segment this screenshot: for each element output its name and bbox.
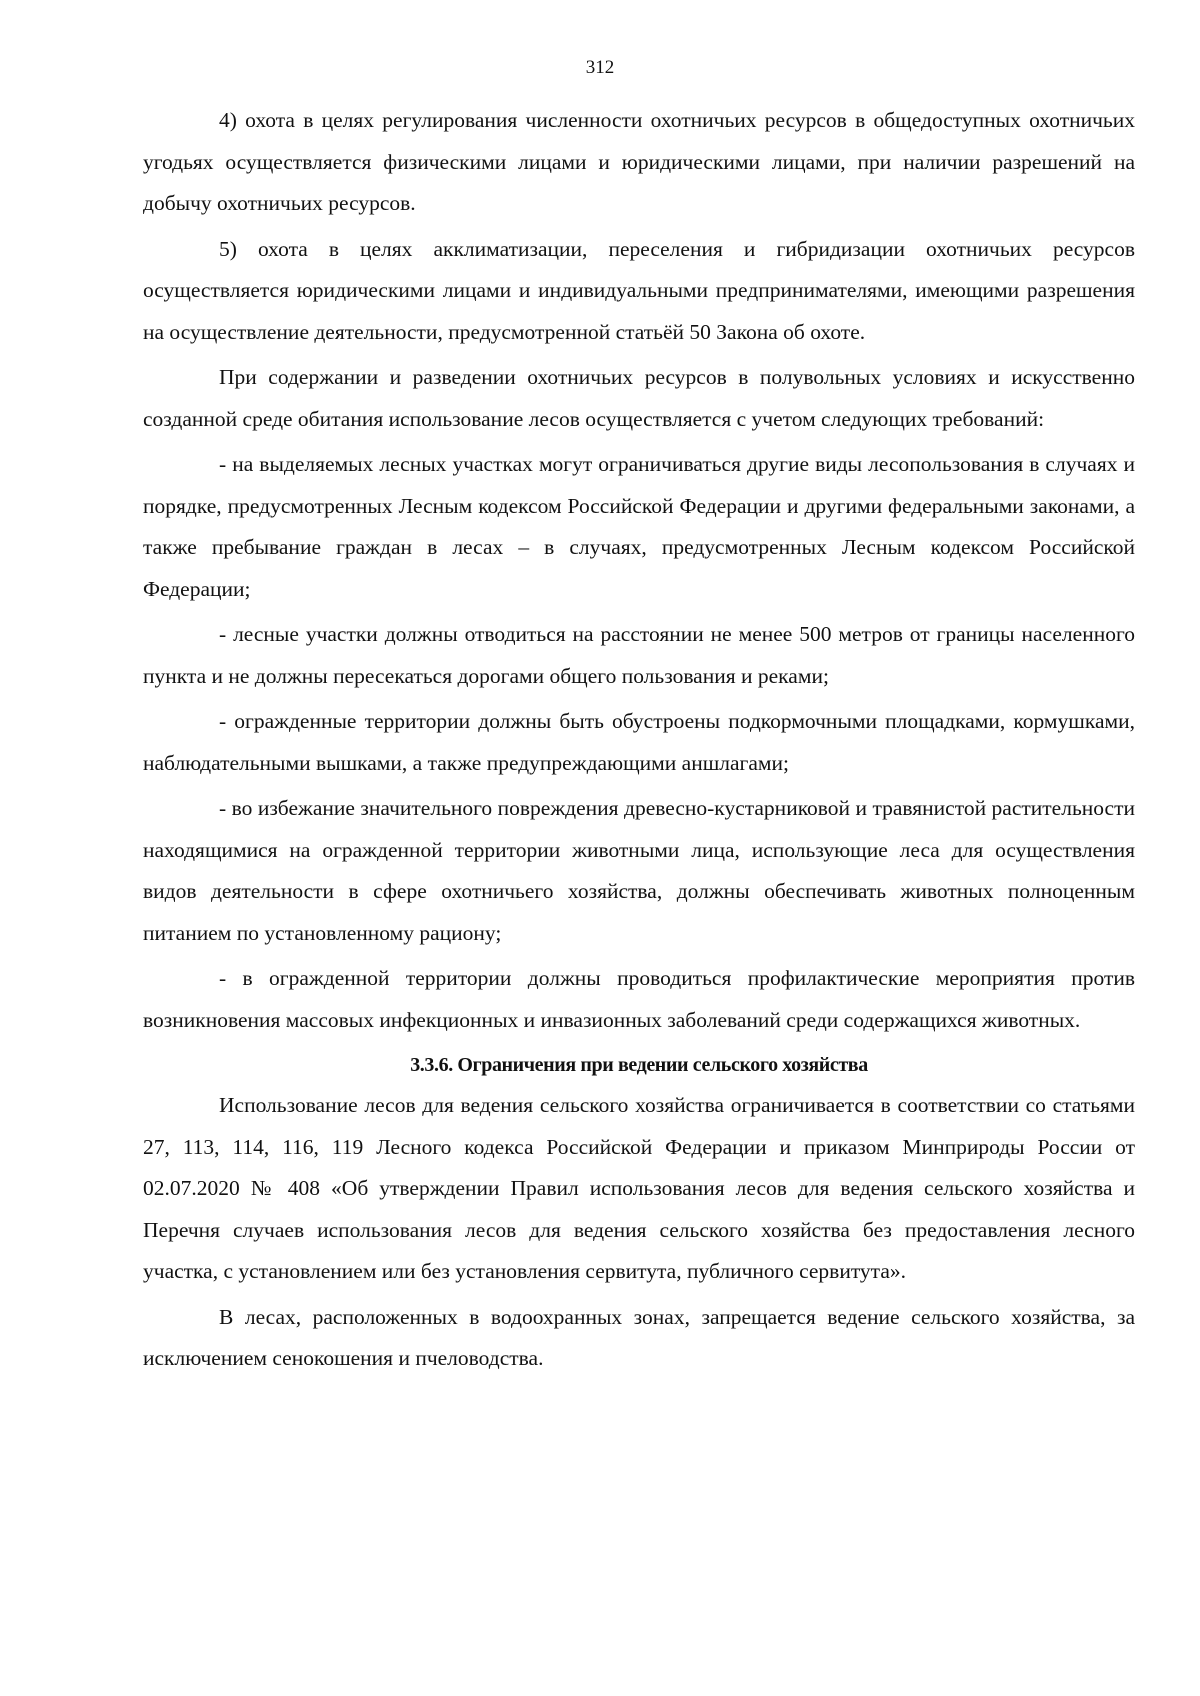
requirement-list-item: - огражденные территории должны быть обустроены подкормочными площадками, кормушками, наблюдательными вышками, а также предупреждающими аншлагами;	[143, 709, 1135, 775]
requirement-list-item: - во избежание значительного повреждения древесно-кустарниковой и травянистой растительности находящимися на огражденной территории животными лица, использующие леса для осуществления видов деятельности в сфере охотничьего хозяйства, должны обеспечивать животных полноценным питанием по установленному рациону;	[143, 796, 1135, 945]
section-heading: 3.3.6. Ограничения при ведении сельского хозяйства	[410, 1054, 868, 1076]
page-number: 312	[585, 57, 615, 78]
paragraph-item-4: 4) охота в целях регулирования численности охотничьих ресурсов в общедоступных охотничьих угодьях осуществляется физическими лицами и юридическими лицами, при наличии разрешений на добычу охотничьих ресурсов.	[143, 108, 1135, 215]
paragraph-requirements-intro: При содержании и разведении охотничьих ресурсов в полувольных условиях и искусственно созданной среде обитания использование лесов осуществляется с учетом следующих требований:	[143, 365, 1135, 431]
paragraph-agriculture-rules: Использование лесов для ведения сельского хозяйства ограничивается в соответствии со статьями 27, 113, 114, 116, 119 Лесного кодекса Российской Федерации и приказом Минприроды России от 02.07.2020 № 408 «Об утверждении Правил использования лесов для ведения сельского хозяйства и Перечня случаев использования лесов для ведения сельского хозяйства без предоставления лесного участка, с установлением или без установления сервитута, публичного сервитута».	[143, 1093, 1135, 1283]
requirement-list-item: - на выделяемых лесных участках могут ограничиваться другие виды лесопользования в случаях и порядке, предусмотренных Лесным кодексом Российской Федерации и другими федеральными законами, а также пребывание граждан в лесах – в случаях, предусмотренных Лесным кодексом Российской Федерации;	[143, 452, 1135, 601]
requirement-list-item: - лесные участки должны отводиться на расстоянии не менее 500 метров от границы населенного пункта и не должны пересекаться дорогами общего пользования и реками;	[143, 622, 1135, 688]
document-body	[143, 100, 1135, 1384]
requirement-list-item: - в огражденной территории должны проводиться профилактические мероприятия против возникновения массовых инфекционных и инвазионных заболеваний среди содержащихся животных.	[143, 966, 1135, 1032]
paragraph-water-protection: В лесах, расположенных в водоохранных зонах, запрещается ведение сельского хозяйства, за исключением сенокошения и пчеловодства.	[143, 1304, 1135, 1370]
paragraph-item-5: 5) охота в целях акклиматизации, переселения и гибридизации охотничьих ресурсов осуществляется юридическими лицами и индивидуальными предпринимателями, имеющими разрешения на осуществление деятельности, предусмотренной статьёй 50 Закона об охоте.	[143, 236, 1135, 344]
